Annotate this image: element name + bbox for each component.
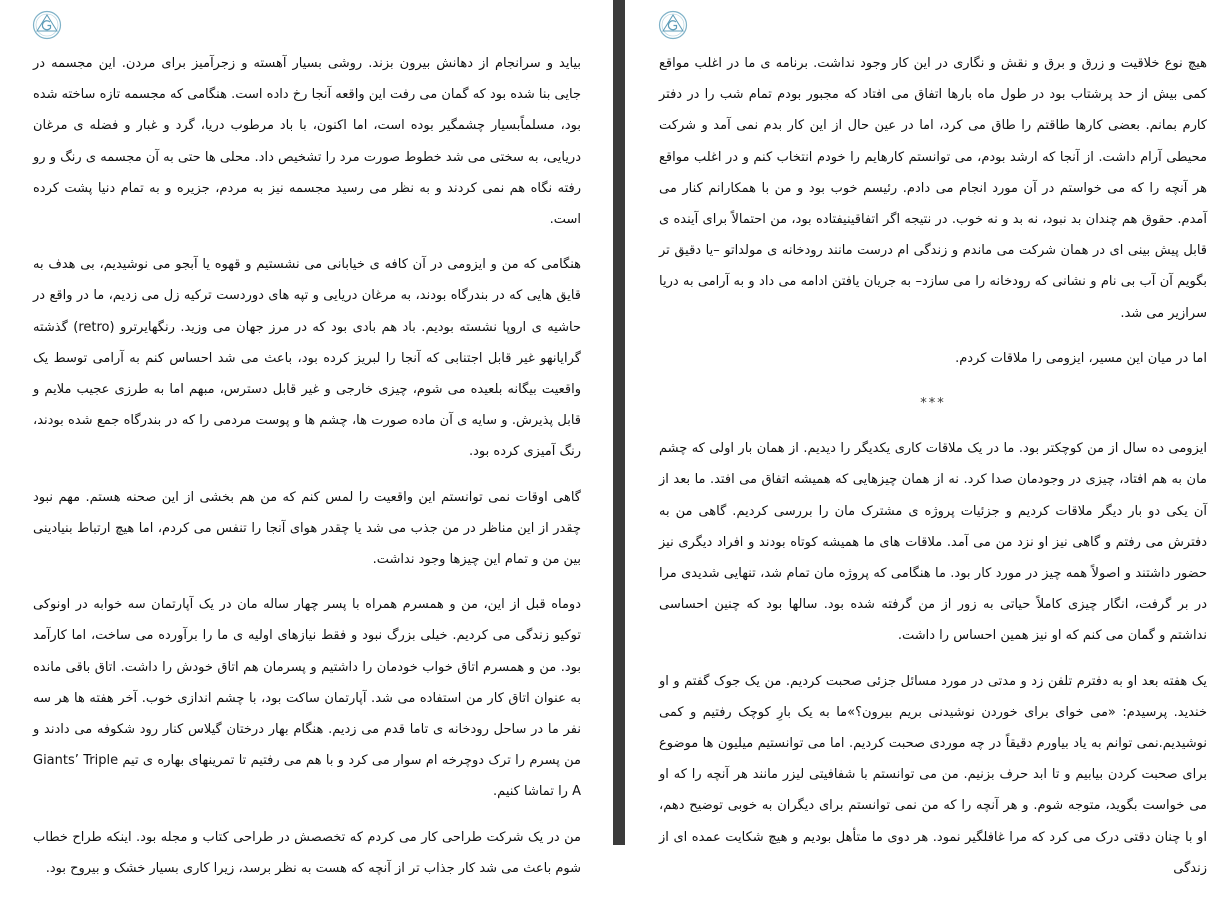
paragraph: دوماه قبل از این، من و همسرم همراه با پسر چهار ساله مان در یک آپارتمان سه خوابه در اونوکی توکیو زندگی می کردیم. خیلی بزرگ نبود و فقط نیازهای اولیه ی ما را برآورده می ساخت، اما کارآمد بود. من و همسرم اتاق خواب خودمان را داشتیم و پسرمان هم اتاق خودش را داشت. اتاق باقی مانده به عنوان اتاق کار من استفاده می شد. آپارتمان ساکت بود، با چشم اندازی خوب. آخر هفته ها هر سه نفر ما در ساحل رودخانه ی تاما قدم می زدیم. هنگام بهار درختان گیلاس کنار رود شکوفه می دادند و من پسرم را ترک دوچرخه ام سوار می کرد و با هم می رفتیم تا تمرینهای بهاره ی تیم Giants’ Triple A را تماشا کنیم. xyxy=(33,597,581,800)
paragraph: ایزومی ده سال از من کوچکتر بود. ما در یک ملاقات کاری یکدیگر را دیدیم. از همان بار اولی که چشم مان به هم افتاد، چیزی در وجودمان صدا کرد. نه از همان چیزهایی که همیشه اتفاق می افتد. ما بعد از آن یکی دو بار دیگر ملاقات کردیم و جزئیات پروژه ی مشترک مان را بررسی کردیم. گاهی من به دفترش می رفتم و گاهی نیز او نزد من می آمد. ملاقات های ما همیشه کوتاه بودند و افراد دیگری نیز حضور داشتند و اصولاً همه چیز در مورد کار بود. ما هنگامی که پروژه مان تمام شد، تنهایی شدیدی مرا در بر گرفت، انگار چیزی کاملاً حیاتی به زور از من گرفته شده بود. سالها بود که چنین احساسی نداشتم و گمان می کنم که او نیز همین احساس را داشت. xyxy=(659,441,1207,644)
section-separator: *** xyxy=(920,396,946,412)
paragraph: هیچ نوع خلاقیت و زرق و برق و نقش و نگاری در این کار وجود نداشت. برنامه ی ما در اغلب مواقع کمی بیش از حد پرشتاب بود در طول ماه بارها اتفاق می افتاد که مجبور بودم تمام شب را در دفتر کارم بمانم. بعضی کارها طاقتم را طاق می کرد، اما در عین حال از این کار بدم نمی آمد و شرکت محیطی آرام داشت. از آنجا که ارشد بودم، می توانستم کارهایم را خودم انتخاب کنم و در اغلب مواقع هر آنچه را که می خواستم در آن مورد انجام می دادم. رئیسم خوب بود و من با همکارانم کنار می آمدم. حقوق هم چندان بد نبود، نه بد و نه خوب. در نتیجه اگر اتفاقینیفتاده بود، من احتمالاً برای آینده ی قابل پیش بینی ای در همان شرکت می ماندم و زندگی ام درست مانند رودخانه ی مولداتو –یا دقیق تر بگویم آن آب بی نام و نشانی که رودخانه را می سازد– به جریان یافتن ادامه می داد و به آرامی به دریا سرازیر می شد. xyxy=(659,56,1207,321)
paragraph: من در یک شرکت طراحی کار می کردم که تخصصش در طراحی کتاب و مجله بود. اینکه طراح خطاب شوم باعث می شد کار جذاب تر از آنچه که هست به نظر برسد، زیرا کاری بسیار خشک و بیروح بود. xyxy=(33,829,581,876)
publisher-logo-icon xyxy=(658,10,688,40)
right-page xyxy=(625,0,1222,876)
paragraph: یک هفته بعد او به دفترم تلفن زد و مدتی در مورد مسائل جزئی صحبت کردیم. من یک جوک گفتم و او خندید. پرسیدم: «می خوای برای خوردن نوشیدنی بریم بیرون؟»ما به یک بارِ کوچک رفتیم و کمی نوشیدیم.نمی توانم به یاد بیاورم دقیقاً در چه موردی صحبت کردیم. اما می توانستیم میلیون ها موضوع برای صحبت کردن بیابیم و تا ابد حرف بزنیم. من می توانستم با شفافیتی لیزر مانند هر آنچه را که او می خواست بگوید، متوجه شوم. و هر آنچه را که من نمی توانستم برای دیگران به خوبی توضیح دهم، او با چنان دقتی درک می کرد که مرا غافلگیر نمود. هر دوی ما متأهل بودیم و هیچ شکایت عمده ای از زندگی xyxy=(659,673,1207,876)
paragraph: هنگامی که من و ایزومی در آن کافه ی خیابانی می نشستیم و قهوه یا آبجو می نوشیدیم، بی هدف به قایق هایی که در بندرگاه بودند، به مرغان دریایی و تپه های دوردست ترکیه زل می زدیم، ما در واقع در حاشیه ی اروپا نشسته بودیم. باد هم بادی بود که در مرز جهان می وزید. رنگهایرترو (retro) گذشته گرایانهو غیر قابل اجتنابی که آنجا را لبریز کرده بود، باعث می شد احساس کنم به آرامی توسط یک واقعیت بیگانه بلعیده می شوم، چیزی خارجی و غیر قابل دسترس، مبهم اما به طرزی عجیب ملایم و قابل پذیرش. و سایه ی آن ماده صورت ها، چشم ها و پوست مردمی را که در بندرگاه جمع شده بودند، رنگ آمیزی کرده بود. xyxy=(33,257,581,460)
right-page-body xyxy=(659,48,1207,898)
left-page xyxy=(0,0,613,876)
paragraph: بیاید و سرانجام از دهانش بیرون بزند. روشی بسیار آهسته و زجرآمیز برای مردن. این مجسمه در جایی بنا شده بود که گمان می رفت این واقعه آنجا رخ داده است. هنگامی که مجسمه تازه ساخته شده بود، مسلماًبسیار چشمگیر بوده است، اما اکنون، با باد مرطوب دریا، گرد و غبار و فضله ی مرغان دریایی، به سختی می شد خطوط صورت مرد را تشخیص داد. محلی ها حتی به آن مجسمه ی رنگ و رو رفته نگاه هم نمی کردند و به نظر می رسید مجسمه نیز به مردم، جزیره و به تمام دنیا پشت کرده است. xyxy=(33,56,581,228)
paragraph: اما در میان این مسیر، ایزومی را ملاقات کردم. xyxy=(955,350,1207,366)
page-divider xyxy=(613,0,625,845)
publisher-logo-icon xyxy=(32,10,62,40)
left-page-body xyxy=(33,48,581,898)
paragraph: گاهی اوقات نمی توانستم این واقعیت را لمس کنم که من هم بخشی از این صحنه هستم. مهم نبود چقدر از این مناظر در من جذب می شد یا چقدر هوای آنجا را تنفس می کردم، اما هیچ ارتباط بنیادینی بین من و تمام این چیزها وجود نداشت. xyxy=(33,489,581,568)
